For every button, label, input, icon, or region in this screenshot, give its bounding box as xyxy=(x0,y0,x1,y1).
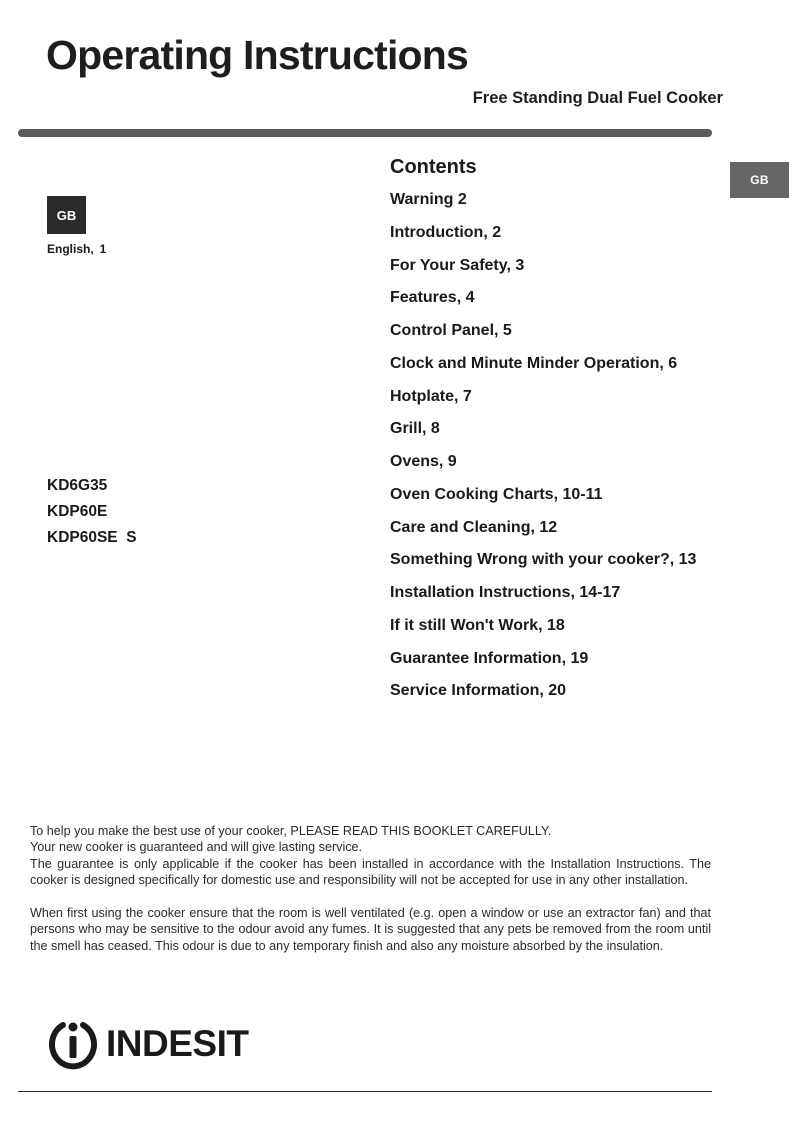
intro-paragraph-ventilation: When first using the cooker ensure that the room is well ventilated (e.g. open a window or use an extractor fan) and that persons who may be sensitive to the odour avoid any fumes. It is suggested that any pets be removed from the room until the smell has ceased. This odour is due to any temporary finish and also any moisture absorbed by the insulation. xyxy=(30,906,711,953)
toc-item[interactable]: Installation Instructions, 14-17 xyxy=(390,584,621,601)
model-item: KD6G35 xyxy=(47,477,108,494)
toc-item[interactable]: Introduction, 2 xyxy=(390,223,502,241)
indesit-logo-icon xyxy=(46,1016,100,1072)
language-line xyxy=(47,242,106,256)
gb-side-tab: GB xyxy=(730,162,789,198)
model-item: KDP60E xyxy=(47,503,108,520)
toc-item[interactable]: Care and Cleaning, 12 xyxy=(390,518,558,536)
page-title: Operating Instructions xyxy=(46,32,469,78)
toc-item[interactable]: Service Information, 20 xyxy=(390,682,567,700)
toc-item[interactable]: If it still Won't Work, 18 xyxy=(390,616,565,634)
indesit-logo xyxy=(46,1016,248,1072)
toc-item[interactable]: For Your Safety, 3 xyxy=(390,256,525,274)
toc-item[interactable]: Hotplate, 7 xyxy=(390,387,472,405)
toc-item[interactable]: Guarantee Information, 19 xyxy=(390,649,589,667)
intro-line-installation: The guarantee is only applicable if the cooker has been installed in accordance with the Installation Instructions. The cooker is designed specifically for domestic use and responsibility will not be accepted for use in any other installation. xyxy=(30,856,711,887)
model-item: KDP60SE S xyxy=(47,529,137,546)
toc-item[interactable]: Control Panel, 5 xyxy=(390,322,512,339)
toc-item[interactable]: Warning 2 xyxy=(390,191,467,208)
contents-heading: Contents xyxy=(390,156,477,178)
model-list xyxy=(47,473,137,551)
language-page: 1 xyxy=(99,242,107,256)
toc-item[interactable]: Oven Cooking Charts, 10-11 xyxy=(390,485,603,503)
intro-line-guarantee: Your new cooker is guaranteed and will give lasting service. xyxy=(30,840,363,855)
toc-item[interactable]: Features, 4 xyxy=(390,289,475,307)
table-of-contents xyxy=(390,186,696,710)
language-name: English, xyxy=(47,242,94,256)
intro-line-read-booklet: To help you make the best use of your cooker, PLEASE READ THIS BOOKLET CAREFULLY. xyxy=(30,824,552,838)
gb-language-badge: GB xyxy=(47,196,86,234)
toc-item[interactable]: Clock and Minute Minder Operation, 6 xyxy=(390,354,678,372)
toc-item[interactable]: Something Wrong with your cooker?, 13 xyxy=(390,551,697,569)
toc-item[interactable]: Grill, 8 xyxy=(390,420,440,438)
intro-text xyxy=(30,823,711,954)
toc-item[interactable]: Ovens, 9 xyxy=(390,453,457,470)
product-subtitle: Free Standing Dual Fuel Cooker xyxy=(472,89,723,107)
brand-name: INDESIT xyxy=(106,1023,249,1064)
bottom-divider xyxy=(18,1091,712,1092)
top-divider xyxy=(18,129,712,137)
